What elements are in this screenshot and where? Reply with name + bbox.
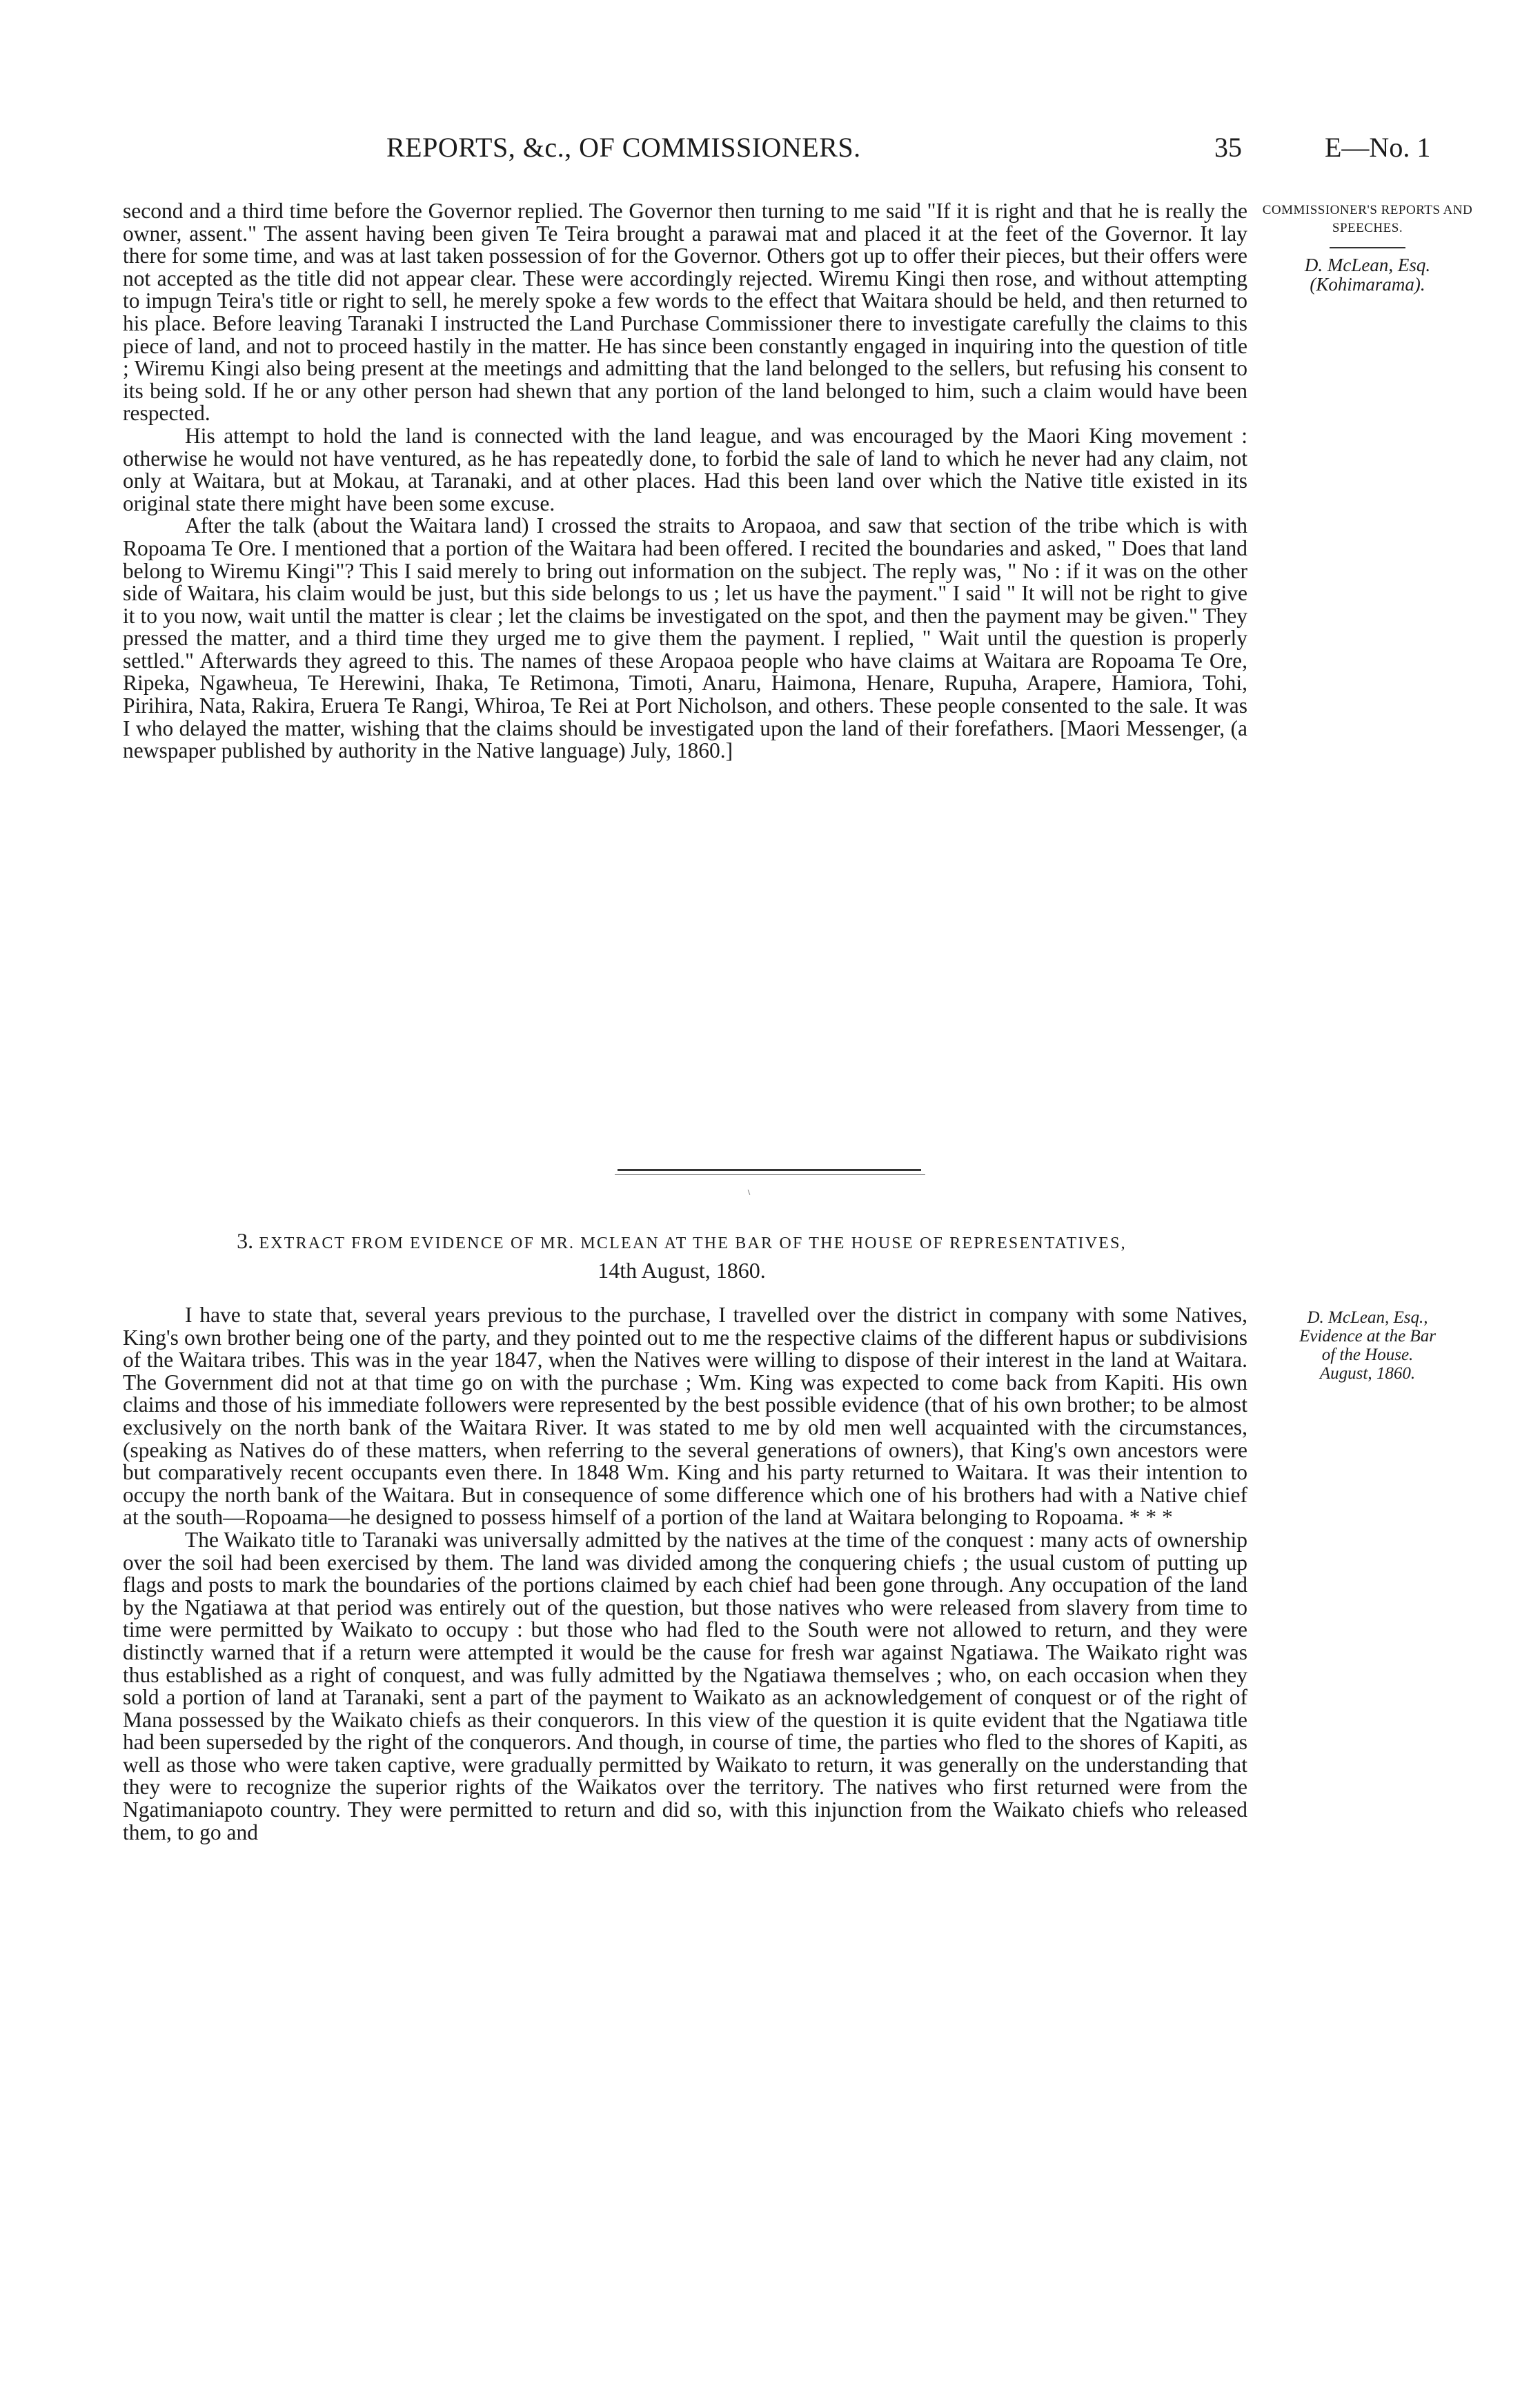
- header-title: REPORTS, &c., OF COMMISSIONERS.: [386, 132, 861, 163]
- section-date: 14th August, 1860.: [598, 1258, 766, 1283]
- section-divider: [611, 1165, 935, 1199]
- margin-note-line: Evidence at the Bar: [1299, 1327, 1436, 1346]
- margin-note-line: of the House.: [1321, 1346, 1414, 1364]
- margin-note-author: D. McLean, Esq.,: [1307, 1308, 1428, 1327]
- paragraph: second and a third time before the Governor replied. The Governor then turning to me said "If it is right and that he is really the owner, assent." The assent having been given Te Teira brought a parawai mat and placed it at the feet of the Governor. It lay there for some time, and was at last taken possession of for the Governor. Others got up to offer their pieces, but their offers were not accepted as the title did not appear clear. These were accordingly rejected. Wiremu Kingi then rose, and without attempting to impugn Teira's title or right to sell, he merely spoke a few words to the effect that Waitara should be held, and then returned to his place. Before leaving Taranaki I instructed the Land Purchase Commissioner there to investigate carefully the claims to this piece of land, and not to proceed hastily in the matter. He has since been constantly engaged in inquiring into the question of title ; Wiremu Kingi also being present at the meetings and admitting that the land belonged to the sellers, but refusing his consent to its being sold. If he or any other person had shewn that any portion of the land belonged to him, such a claim would have been respected.: [123, 199, 1247, 426]
- page-number: 35: [1214, 132, 1242, 163]
- document-reference: E—No. 1: [1325, 132, 1431, 163]
- paragraph: I have to state that, several years previous to the purchase, I travelled over the district in company with some Natives, King's own brother being one of the party, and they pointed out to me the respective claims of the different hapus or subdivisions of the Waitara tribes. This was in the year 1847, when the Natives were willing to dispose of their interest in the land at Waitara. The Government did not at that time go on with the purchase ; Wm. King was expected to come back from Kapiti. His own claims and those of his immediate followers were represented by the best possible evidence (that of his own brother; to be almost exclusively on the north bank of the Waitara River. It was stated to me by old men well acquainted with the circumstances, (speaking as Natives do of these matters, when referring to the several generations of owners), that King's own ancestors were but comparatively recent occupants even there. In 1848 Wm. King and his party returned to Waitara. It was their intention to occupy the north bank of the Waitara. But in consequence of some difference which one of his brothers had with a Native chief at the south—Ropoama—he designed to possess himself of a portion of the land at Waitara belonging to Ropoama. * * *: [123, 1303, 1247, 1530]
- paragraph: His attempt to hold the land is connected with the land league, and was encouraged by the Maori King movement : otherwise he would not have ventured, as he has repeatedly done, to forbid the sale of land to which he never had any claim, not only at Waitara, but at Mokau, at Taranaki, and at other places. Had this been land over which the Native title existed in its original state there might have been some excuse.: [123, 423, 1247, 515]
- margin-note-author: D. McLean, Esq.: [1304, 255, 1431, 275]
- margin-note-date: August, 1860.: [1319, 1364, 1416, 1383]
- paragraph: After the talk (about the Waitara land) I crossed the straits to Aropaoa, and saw that section of the tribe which is with Ropoama Te Ore. I mentioned that a portion of the Waitara had been offered. I recited the boundaries and asked, " Does that land belong to Wiremu Kingi"? This I said merely to bring out information on the subject. The reply was, " No : if it was on the other side of Waitara, his claim would be just, but this side belongs to us ; let us have the payment." I said " It will not be right to give it to you now, wait until the matter is clear ; let the claims be investigated on the spot, and then the payment may be given." They pressed the matter, and a third time they urged me to give them the payment. I replied, " Wait until the question is properly settled." Afterwards they agreed to this. The names of these Aropaoa people who have claims at Waitara are Ropoama Te Ore, Ripeka, Ngawheua, Te Herewini, Ihaka, Te Retimona, Timoti, Anaru, Haimona, Henare, Rupuha, Arapere, Hamiora, Tohi, Pirihira, Nata, Rakira, Eruera Te Rangi, Whiroa, Te Rei at Port Nicholson, and others. These people consented to the sale. It was I who delayed the matter, wishing that the claims should be investigated upon the land of their forefathers. [Maori Messenger, (a newspaper published by authority in the Native language) July, 1860.]: [123, 513, 1247, 763]
- section-3-heading: [123, 1228, 1241, 1283]
- running-header: [386, 131, 1483, 179]
- section-number: 3.: [237, 1228, 254, 1253]
- section-1-body: [123, 200, 1247, 762]
- divider-rule-thin: [615, 1174, 925, 1175]
- margin-note-3: [1257, 1308, 1478, 1383]
- margin-note-1: [1257, 201, 1478, 294]
- divider-rule: [618, 1169, 921, 1171]
- section-heading-line: [123, 1228, 1241, 1254]
- section-heading-text: EXTRACT FROM EVIDENCE OF MR. MCLEAN AT THE BAR OF THE HOUSE OF REPRESENTATIVES,: [259, 1234, 1127, 1252]
- margin-note-label: COMMISSIONER'S REPORTS AND SPEECHES.: [1262, 203, 1473, 235]
- paragraph: The Waikato title to Taranaki was universally admitted by the natives at the time of the conquest : many acts of ownership over the soil had been exercised by them. The land was divided among the conquering chiefs ; the usual custom of putting up flags and posts to mark the boundaries of the portions claimed by each chief had been gone through. Any occupation of the land by the Ngatiawa at that period was entirely out of the question, but those natives who were released from slavery from time to time were permitted by Waikato to occupy : but those who had fled to the South were not allowed to return, and they were distinctly warned that if a return were attempted it would be the cause for fresh war against Ngatiawa. The Waikato right was thus established as a right of conquest, and was fully admitted by the Ngatiawa themselves ; who, on each occasion when they sold a portion of land at Taranaki, sent a part of the payment to Waikato as an acknowledgement of conquest or of the right of Mana possessed by the Waikato chiefs as their conquerors. In this view of the question it is quite evident that the Ngatiawa title had been superseded by the right of the conquerors. And though, in course of time, the parties who fled to the shores of Kapiti, as well as those who were taken captive, were gradually permitted by Waikato to return, it was generally on the understanding that they were to recognize the superior rights of the Waikatos over the territory. The natives who first returned were from the Ngatimaniapoto country. They were permitted to return and did so, with this injunction from the Waikato chiefs who released them, to go and: [123, 1527, 1247, 1844]
- divider-mark: [748, 1190, 751, 1195]
- margin-rule: [1330, 247, 1405, 248]
- margin-note-place: (Kohimarama).: [1310, 274, 1425, 295]
- section-3-body: [123, 1304, 1247, 1844]
